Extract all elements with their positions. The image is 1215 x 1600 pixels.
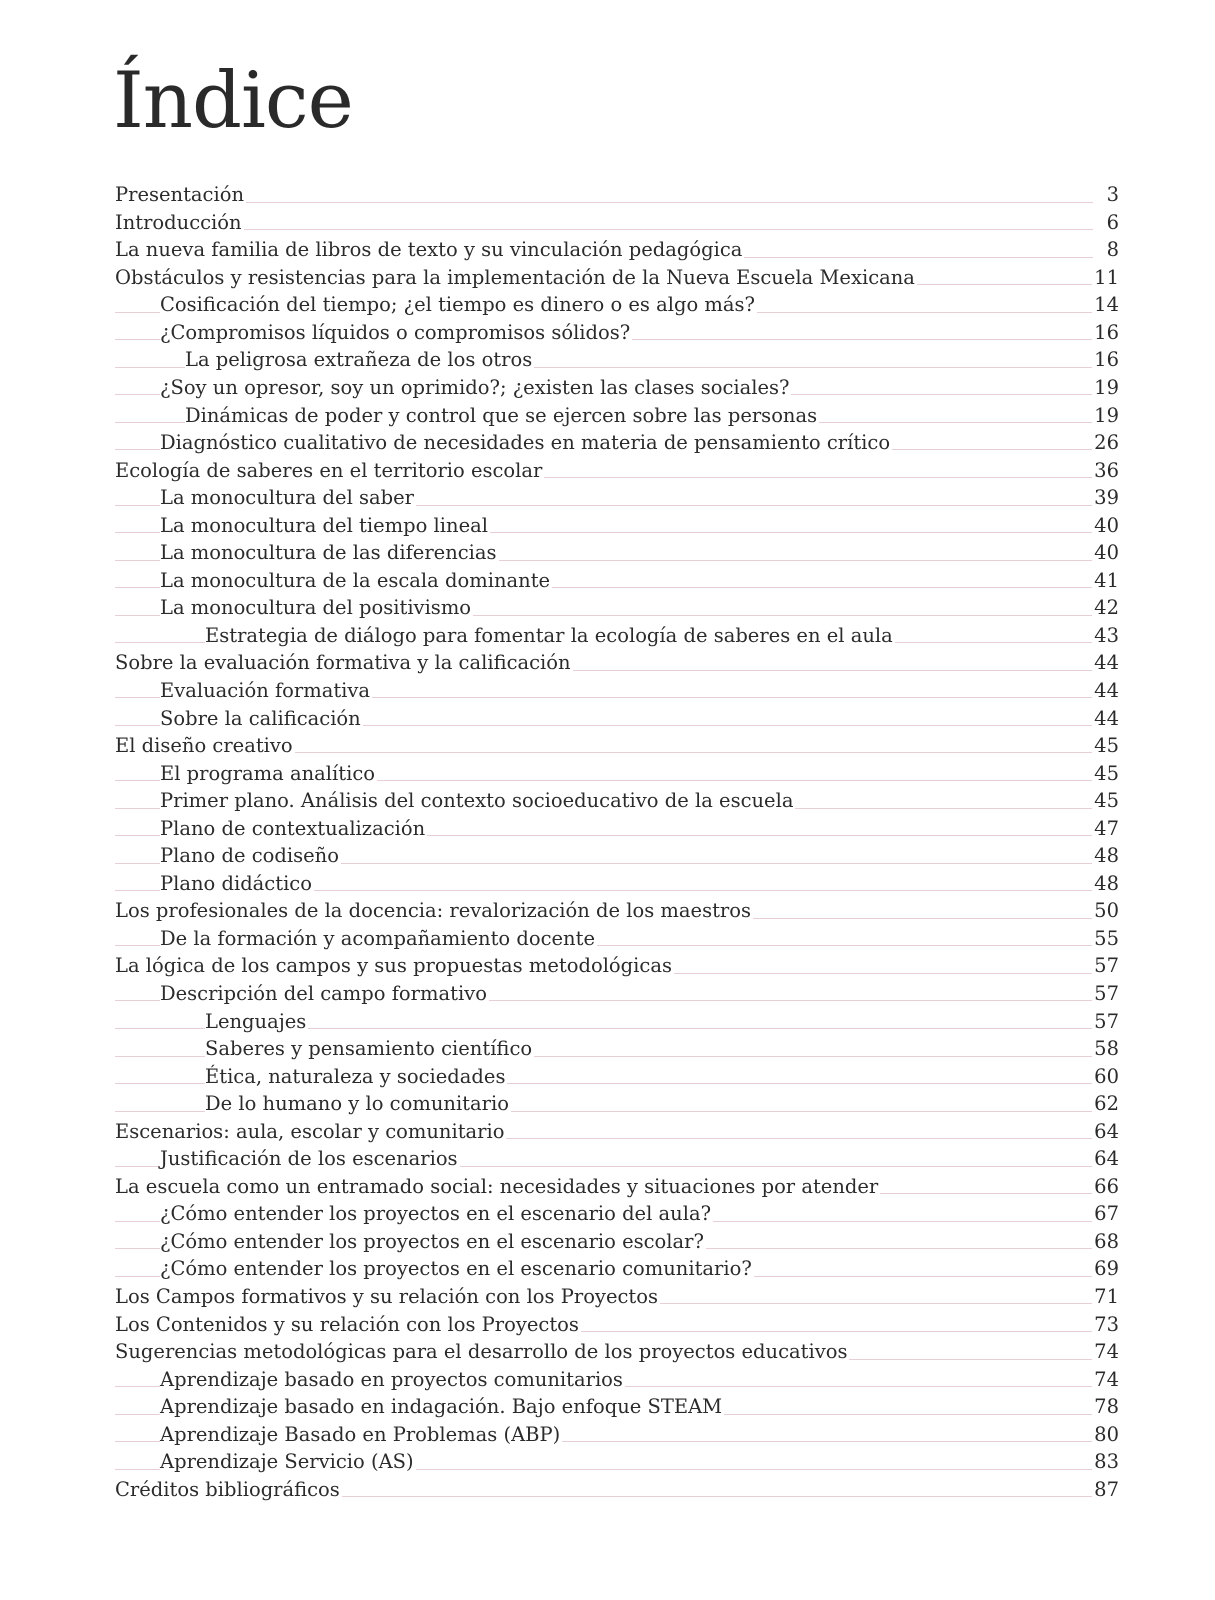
- toc-entry-title: Ética, naturaleza y sociedades: [205, 1064, 506, 1088]
- toc-entry-page-number: 69: [1094, 1257, 1119, 1281]
- toc-entry-page-number: 78: [1094, 1395, 1119, 1419]
- toc-entry-title: Ecología de saberes en el territorio escolar: [115, 458, 543, 482]
- toc-entry[interactable]: [115, 923, 1119, 951]
- toc-entry-page-number: 74: [1094, 1367, 1119, 1391]
- toc-entry-page-number: 40: [1094, 513, 1119, 537]
- toc-entry-title: ¿Compromisos líquidos o compromisos sólidos?: [160, 320, 631, 344]
- toc-entry-page-number: 67: [1094, 1202, 1119, 1226]
- toc-entry-page-number: 60: [1094, 1064, 1119, 1088]
- toc-entry-page-number: 50: [1094, 899, 1119, 923]
- toc-entry[interactable]: [115, 702, 1119, 730]
- toc-entry[interactable]: [115, 234, 1119, 262]
- toc-entry-page-number: 40: [1094, 541, 1119, 565]
- toc-entry-page-number: 45: [1094, 789, 1119, 813]
- toc-entry-title: Aprendizaje basado en proyectos comunitarios: [160, 1367, 623, 1391]
- toc-entry[interactable]: [115, 840, 1119, 868]
- toc-entry-title: Saberes y pensamiento científico: [205, 1037, 533, 1061]
- toc-entry-title: La monocultura de las diferencias: [160, 541, 497, 565]
- toc-entry-page-number: 3: [1093, 183, 1119, 206]
- toc-entry[interactable]: [115, 675, 1119, 703]
- toc-entry-page-number: 36: [1094, 458, 1119, 482]
- toc-entry[interactable]: [115, 399, 1119, 427]
- toc-entry[interactable]: [115, 1033, 1119, 1061]
- toc-entry[interactable]: [115, 454, 1119, 482]
- toc-entry[interactable]: [115, 1446, 1119, 1474]
- toc-entry-page-number: 57: [1094, 982, 1119, 1006]
- toc-entry[interactable]: [115, 317, 1119, 345]
- toc-entry-title: La monocultura del saber: [160, 486, 414, 510]
- toc-entry[interactable]: [115, 1116, 1119, 1144]
- toc-entry[interactable]: [115, 1005, 1119, 1033]
- toc-entry-page-number: 64: [1094, 1119, 1119, 1143]
- toc-entry-title: Aprendizaje Basado en Problemas (ABP): [160, 1422, 561, 1446]
- toc-entry[interactable]: [115, 1253, 1119, 1281]
- toc-entry-title: Dinámicas de poder y control que se ejercen sobre las personas: [185, 403, 818, 427]
- toc-entry-title: Los Campos formativos y su relación con los Proyectos: [115, 1285, 658, 1309]
- toc-entry[interactable]: [115, 1364, 1119, 1392]
- toc-entry-title: De la formación y acompañamiento docente: [160, 926, 595, 950]
- toc-entry-page-number: 45: [1094, 734, 1119, 758]
- toc-entry-title: Diagnóstico cualitativo de necesidades en materia de pensamiento crítico: [160, 431, 891, 455]
- toc-entry-title: Los Contenidos y su relación con los Proyectos: [115, 1312, 579, 1336]
- toc-entry-title: La escuela como un entramado social: necesidades y situaciones por atender: [115, 1174, 879, 1198]
- toc-entry[interactable]: [115, 1281, 1119, 1309]
- toc-entry[interactable]: [115, 1308, 1119, 1336]
- toc-entry[interactable]: [115, 372, 1119, 400]
- toc-entry[interactable]: [115, 1419, 1119, 1447]
- toc-entry-page-number: 55: [1094, 926, 1119, 950]
- toc-entry-page-number: 39: [1094, 486, 1119, 510]
- toc-entry[interactable]: [115, 207, 1119, 235]
- toc-entry[interactable]: [115, 482, 1119, 510]
- toc-entry-page-number: 26: [1094, 431, 1119, 455]
- toc-entry-title: La nueva familia de libros de texto y su vinculación pedagógica: [115, 238, 743, 262]
- toc-entry-title: Primer plano. Análisis del contexto socioeducativo de la escuela: [160, 789, 794, 813]
- toc-entry-title: Descripción del campo formativo: [160, 982, 487, 1006]
- toc-entry-title: ¿Cómo entender los proyectos en el escenario comunitario?: [160, 1257, 752, 1281]
- toc-entry[interactable]: [115, 1198, 1119, 1226]
- toc-entry-page-number: 68: [1094, 1229, 1119, 1253]
- toc-entry-title: Presentación: [115, 183, 245, 207]
- toc-entry[interactable]: [115, 868, 1119, 896]
- toc-entry-title: Los profesionales de la docencia: revalorización de los maestros: [115, 899, 751, 923]
- toc-entry-page-number: 44: [1094, 706, 1119, 730]
- toc-entry-title: ¿Cómo entender los proyectos en el escenario del aula?: [160, 1202, 712, 1226]
- toc-entry[interactable]: [115, 785, 1119, 813]
- toc-entry-title: Créditos bibliográficos: [115, 1477, 340, 1501]
- toc-entry-page-number: 44: [1094, 679, 1119, 702]
- toc-entry-title: Sobre la evaluación formativa y la calificación: [115, 651, 571, 675]
- toc-entry-title: Evaluación formativa: [160, 679, 371, 702]
- toc-entry-title: Cosificación del tiempo; ¿el tiempo es dinero o es algo más?: [160, 293, 755, 317]
- toc-entry-title: La monocultura de la escala dominante: [160, 568, 551, 592]
- toc-entry-page-number: 16: [1094, 348, 1119, 372]
- toc-entry-title: De lo humano y lo comunitario: [205, 1092, 509, 1116]
- toc-entry-page-number: 19: [1094, 375, 1119, 399]
- toc-entry-title: Introducción: [115, 210, 242, 234]
- page-title: Índice: [113, 56, 353, 146]
- toc-entry[interactable]: [115, 730, 1119, 758]
- toc-entry[interactable]: [115, 1336, 1119, 1364]
- toc-entry-page-number: 19: [1094, 403, 1119, 427]
- toc-entry[interactable]: [115, 895, 1119, 923]
- toc-entry-page-number: 58: [1094, 1037, 1119, 1061]
- toc-entry-title: Aprendizaje basado en indagación. Bajo enfoque STEAM: [160, 1395, 723, 1419]
- toc-entry[interactable]: [115, 537, 1119, 565]
- table-of-contents: [115, 179, 1119, 1501]
- toc-entry-page-number: 57: [1094, 954, 1119, 978]
- toc-entry-page-number: 64: [1094, 1147, 1119, 1171]
- toc-entry-page-number: 41: [1094, 568, 1119, 592]
- toc-entry-page-number: 62: [1094, 1092, 1119, 1116]
- toc-entry-page-number: 45: [1094, 761, 1119, 785]
- toc-entry-page-number: 11: [1094, 265, 1119, 289]
- toc-entry-page-number: 8: [1093, 238, 1119, 261]
- toc-entry-page-number: 42: [1094, 596, 1119, 620]
- toc-entry[interactable]: [115, 620, 1119, 648]
- toc-entry[interactable]: [115, 344, 1119, 372]
- toc-entry[interactable]: [115, 1143, 1119, 1171]
- toc-entry[interactable]: [115, 262, 1119, 290]
- toc-entry-page-number: 57: [1094, 1009, 1119, 1033]
- toc-entry-page-number: 87: [1094, 1477, 1119, 1501]
- toc-entry[interactable]: [115, 1226, 1119, 1254]
- toc-entry[interactable]: [115, 757, 1119, 785]
- toc-entry-page-number: 47: [1094, 816, 1119, 840]
- toc-entry-title: La peligrosa extrañeza de los otros: [185, 348, 533, 372]
- toc-entry-page-number: 80: [1094, 1422, 1119, 1446]
- toc-entry-page-number: 83: [1094, 1450, 1119, 1474]
- toc-entry-page-number: 48: [1094, 844, 1119, 868]
- toc-entry[interactable]: [115, 565, 1119, 593]
- toc-entry-title: Escenarios: aula, escolar y comunitario: [115, 1119, 505, 1143]
- toc-entry-title: ¿Cómo entender los proyectos en el escenario escolar?: [160, 1229, 704, 1253]
- toc-entry[interactable]: [115, 289, 1119, 317]
- toc-entry-title: Sobre la calificación: [160, 706, 361, 730]
- toc-entry-title: Sugerencias metodológicas para el desarrollo de los proyectos educativos: [115, 1340, 848, 1364]
- toc-entry[interactable]: [115, 1391, 1119, 1419]
- toc-entry-page-number: 14: [1094, 293, 1119, 317]
- toc-entry-page-number: 6: [1093, 211, 1119, 234]
- toc-entry[interactable]: [115, 950, 1119, 978]
- toc-entry[interactable]: [115, 510, 1119, 538]
- toc-entry-title: La lógica de los campos y sus propuestas metodológicas: [115, 954, 672, 978]
- toc-entry-page-number: 73: [1094, 1312, 1119, 1336]
- toc-entry-page-number: 43: [1094, 623, 1119, 647]
- toc-entry[interactable]: [115, 647, 1119, 675]
- toc-entry[interactable]: [115, 1171, 1119, 1199]
- toc-entry-title: El diseño creativo: [115, 734, 293, 758]
- toc-entry-title: Plano didáctico: [160, 871, 312, 895]
- toc-entry-title: Lenguajes: [205, 1009, 307, 1033]
- toc-entry-page-number: 71: [1094, 1285, 1119, 1309]
- toc-entry[interactable]: [115, 978, 1119, 1006]
- toc-entry-page-number: 74: [1094, 1340, 1119, 1364]
- toc-entry-title: ¿Soy un opresor, soy un oprimido?; ¿existen las clases sociales?: [160, 375, 790, 399]
- toc-entry[interactable]: [115, 1061, 1119, 1089]
- toc-entry[interactable]: [115, 1088, 1119, 1116]
- toc-entry-title: La monocultura del tiempo lineal: [160, 513, 488, 537]
- toc-entry[interactable]: [115, 592, 1119, 620]
- toc-entry-page-number: 48: [1094, 871, 1119, 895]
- toc-entry[interactable]: [115, 1474, 1119, 1502]
- toc-entry-title: Justificación de los escenarios: [160, 1147, 458, 1171]
- toc-entry-title: Plano de contextualización: [160, 816, 426, 840]
- toc-entry[interactable]: [115, 813, 1119, 841]
- toc-entry-title: Estrategia de diálogo para fomentar la ecología de saberes en el aula: [205, 623, 893, 647]
- toc-entry-page-number: 66: [1094, 1174, 1119, 1198]
- toc-entry-page-number: 16: [1094, 320, 1119, 344]
- toc-entry-title: Plano de codiseño: [160, 844, 339, 868]
- toc-entry[interactable]: [115, 427, 1119, 455]
- toc-entry[interactable]: [115, 179, 1119, 207]
- toc-entry-title: La monocultura del positivismo: [160, 596, 472, 620]
- toc-entry-title: Aprendizaje Servicio (AS): [160, 1450, 414, 1474]
- toc-entry-page-number: 44: [1094, 651, 1119, 675]
- toc-entry-title: El programa analítico: [160, 761, 375, 785]
- toc-entry-title: Obstáculos y resistencias para la implementación de la Nueva Escuela Mexicana: [115, 265, 915, 289]
